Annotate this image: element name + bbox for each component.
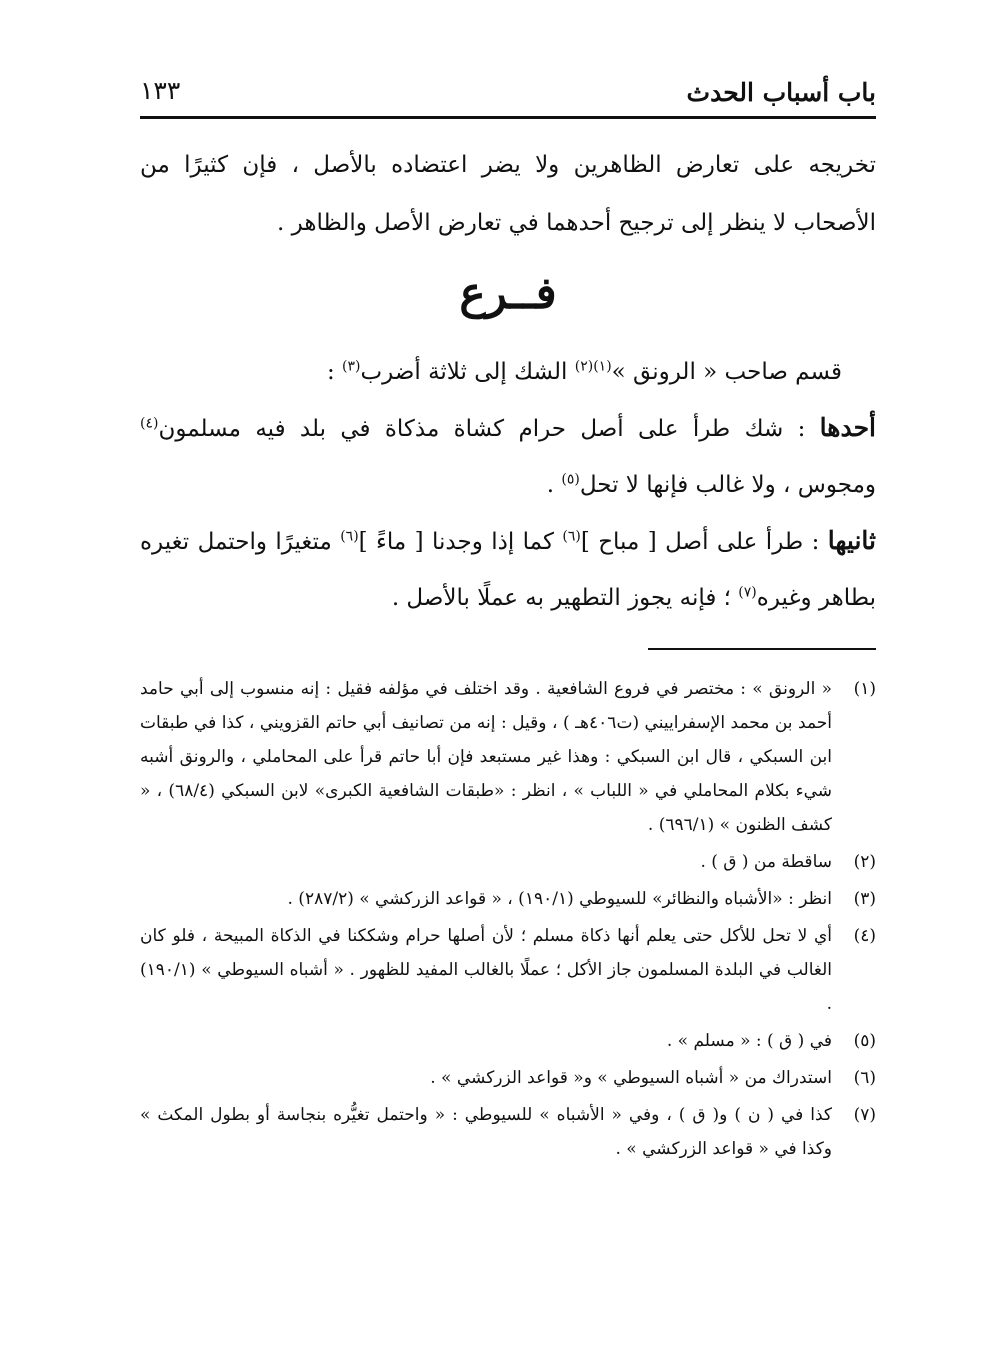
footnote-text: أي لا تحل للأكل حتى يعلم أنها ذكاة مسلم ؛ لأن أصلها حرام وشككنا في الذكاة المبيحة ، فلو كان الغالب في البلدة المسلمون جاز الأكل ؛ عملًا بالغالب المفيد للظهور . « أشباه السيوطي » (١٩٠/١) . bbox=[140, 926, 832, 1014]
text-run: : bbox=[326, 359, 343, 385]
footnote-number: (٢) bbox=[853, 852, 876, 872]
main-text bbox=[140, 344, 876, 626]
footnote-item bbox=[140, 1061, 876, 1095]
footnote-text: استدراك من « أشباه السيوطي » و« قواعد الزركشي » . bbox=[430, 1068, 832, 1088]
footnote-number: (٥) bbox=[853, 1031, 876, 1051]
footnote-item bbox=[140, 845, 876, 879]
footnote-ref[interactable]: (٧) bbox=[738, 584, 757, 601]
footnote-number: (٣) bbox=[853, 889, 876, 909]
paragraph-intro bbox=[140, 344, 876, 400]
footnote-item bbox=[140, 672, 876, 842]
chapter-title: باب أسباب الحدث bbox=[686, 78, 876, 107]
text-run: . bbox=[546, 472, 562, 498]
section-heading: فــرع bbox=[459, 268, 557, 319]
lead-term: ثانيها bbox=[827, 526, 876, 555]
text-run: : شك طرأ على أصل حرام كشاة مذكاة في بلد فيه مسلمون bbox=[158, 416, 820, 442]
footnote-item bbox=[140, 1098, 876, 1166]
text-run: ؛ فإنه يجوز التطهير به عملًا بالأصل . bbox=[391, 585, 739, 611]
paragraph-text: تخريجه على تعارض الظاهرين ولا يضر اعتضاده بالأصل ، فإن كثيرًا من الأصحاب لا ينظر إلى ترجيح أحدهما في تعارض الأصل والظاهر . bbox=[140, 152, 876, 236]
footnote-item bbox=[140, 882, 876, 916]
running-header bbox=[140, 72, 876, 119]
text-run: ومجوس ، ولا غالب فإنها لا تحل bbox=[579, 472, 876, 498]
footnote-number: (٦) bbox=[853, 1068, 876, 1088]
footnotes-section bbox=[140, 672, 876, 1169]
page-number: ١٣٣ bbox=[140, 76, 181, 105]
text-run: كما إذا وجدنا [ ماءً ] bbox=[358, 529, 563, 555]
footnote-item bbox=[140, 919, 876, 1021]
continuation-paragraph bbox=[140, 136, 876, 252]
footnote-number: (٤) bbox=[853, 926, 876, 946]
footnote-divider bbox=[648, 648, 876, 650]
footnote-number: (٧) bbox=[853, 1105, 876, 1125]
footnote-text: ساقطة من ( ق ) . bbox=[700, 852, 832, 872]
footnote-number: (١) bbox=[853, 679, 876, 699]
footnote-ref[interactable]: (١) bbox=[593, 358, 612, 375]
paragraph-second bbox=[140, 513, 876, 626]
footnote-text: كذا في ( ن ) و( ق ) ، وفي « الأشباه » للسيوطي : « واحتمل تغيُّره بنجاسة أو بطول المكث » وكذا في « قواعد الزركشي » . bbox=[140, 1105, 832, 1159]
document-page bbox=[140, 0, 876, 1361]
text-run: : طرأ على أصل [ مباح ] bbox=[580, 529, 828, 555]
footnote-ref[interactable]: (٣) bbox=[342, 358, 361, 375]
text-run: الشك إلى ثلاثة أضرب bbox=[360, 359, 575, 385]
lead-term: أحدها bbox=[819, 413, 876, 442]
footnote-text: « الرونق » : مختصر في فروع الشافعية . وقد اختلف في مؤلفه فقيل : إنه منسوب إلى أبي حامد أحمد بن محمد الإسفراييني (ت٤٠٦هـ ) ، وقيل : إنه من تصانيف أبي حاتم القزويني ، كذا في طبقات ابن السبكي ، قال ابن السبكي : وهذا غير مستبعد فإن أبا حاتم قرأ على المحاملي ، والرونق أشبه شيء بكلام المحاملي في « اللباب » ، انظر : «طبقات الشافعية الكبرى» لابن السبكي (٦٨/٤) ، « كشف الظنون » (٦٩٦/١) . bbox=[140, 679, 833, 835]
footnote-ref[interactable]: (٦) bbox=[562, 528, 581, 545]
footnote-ref[interactable]: (٤) bbox=[140, 415, 159, 432]
footnote-item bbox=[140, 1024, 876, 1058]
text-run: متغيرًا واحتمل تغيره بطاهر وغيره bbox=[140, 529, 876, 611]
footnote-ref[interactable]: (٥) bbox=[561, 471, 580, 488]
footnote-text: انظر : «الأشباه والنظائر» للسيوطي (١٩٠/١) ، « قواعد الزركشي » (٢٨٧/٢) . bbox=[287, 889, 832, 909]
paragraph-first bbox=[140, 400, 876, 513]
footnote-ref[interactable]: (٢) bbox=[574, 358, 594, 375]
footnote-text: في ( ق ) : « مسلم » . bbox=[666, 1031, 832, 1051]
text-run: قسم صاحب « الرونق » bbox=[611, 359, 842, 385]
footnote-ref[interactable]: (٦) bbox=[340, 528, 359, 545]
